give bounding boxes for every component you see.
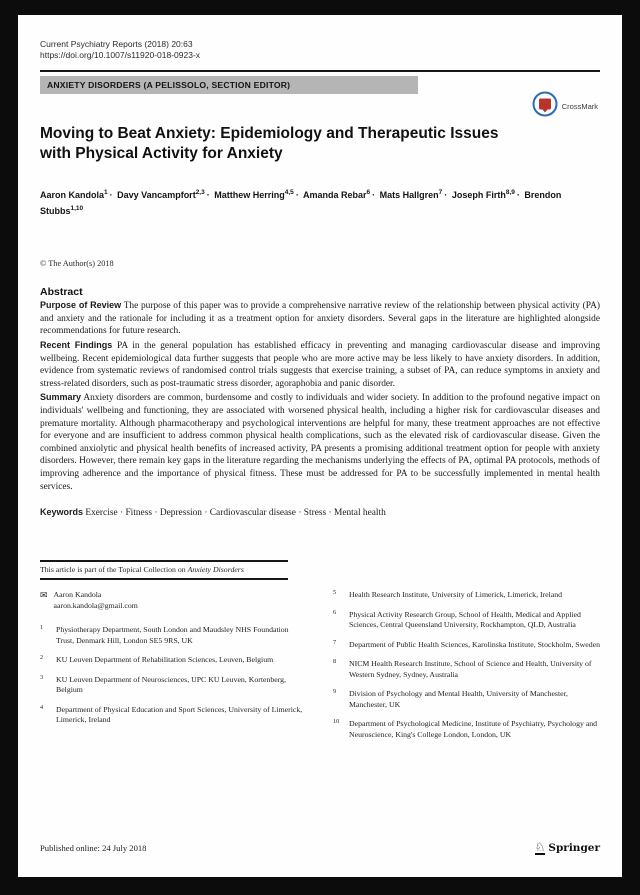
author-separator: · [206, 189, 210, 200]
affiliation-3: 3 KU Leuven Department of Neurosciences, UPC KU Leuven, Kortenberg, Belgium [40, 673, 287, 695]
keywords-label: Keywords [40, 507, 84, 518]
author-3: Amanda Rebar$^6$ [302, 188, 371, 200]
crossmark-icon [532, 91, 558, 122]
journal-citation: Current Psychiatry Reports (2018) 20:63 [40, 39, 193, 49]
topical-collection-note: This article is part of the Topical Collection on Anxiety Disorders [40, 560, 288, 580]
published-online: Published online: 24 July 2018 [40, 843, 147, 853]
affiliation-5: 5 Health Research Institute, University of Limerick, Limerick, Ireland [333, 589, 563, 600]
author-0: Aaron Kandola$^1$ [40, 188, 108, 200]
journal-header [40, 39, 600, 62]
article-title: Moving to Beat Anxiety: Epidemiology and Therapeutic Issues with Physical Activity for Anxiety [40, 124, 499, 163]
doi-link[interactable]: https://doi.org/10.1007/s11920-018-0923-x [40, 50, 201, 61]
author-separator: · [295, 189, 299, 200]
author-6: Brendon Stubbs$^{1,10}$ [40, 189, 562, 217]
correspondence-email[interactable]: aaron.kandola@gmail.com [53, 600, 138, 610]
crossmark-label: CrossMark [561, 102, 598, 111]
section-banner: ANXIETY DISORDERS (A PELISSOLO, SECTION EDITOR) [40, 76, 418, 94]
springer-logo [535, 841, 600, 855]
abstract-purpose: Purpose of Review The purpose of this paper was to provide a comprehensive narrative review of the relationship between physical activity (PA) and anxiety and the rationale for including it as a treatment option for anxiety disorders. Several gaps in the literature are highlighted alongside recommendations for future research. [40, 300, 600, 337]
abstract-summary: Summary Anxiety disorders are common, burdensome and costly to individuals and wider society. In addition to the profound negative impact on individuals' wellbeing and functioning, they are associated with worsened physical health, including a higher risk for cardiovascular diseases and premature mortality. Although pharmacotherapy and psychological interventions are helpful for many, these treatment approaches are not effective for everyone and are insufficient to address common physical health complications, such as the elevated risk of cardiovascular disease. Given the combined anxiolytic and physical health benefits of increased activity, PA presents a promising additional treatment option for people with anxiety disorders. However, there remain key gaps in the literature regarding the mechanisms underlying the effects of PA, optimal PA protocols, methods of improving adherence and the importance of physical fitness. These must be addressed for PA to be successfully implemented in mental health services. [40, 392, 600, 492]
author-1: Davy Vancampfort$^{2,3}$ [117, 188, 205, 200]
affiliation-7: 7 Department of Public Health Sciences, Karolinska Institute, Stockholm, Sweden [333, 638, 600, 649]
author-4: Mats Hallgren$^7$ [379, 188, 443, 200]
footnote-area [40, 590, 600, 749]
correspondence-text [54, 590, 138, 611]
abstract-heading: Abstract [40, 286, 83, 299]
affiliation-9: 9 Division of Psychology and Mental Health, University of Manchester, Manchester, UK [333, 688, 568, 709]
header-rule [40, 70, 600, 72]
springer-name: Springer [548, 842, 600, 854]
affiliation-6: 6 Physical Activity Research Group, School of Health, Medical and Applied Sciences, Central Queensland University, Rockhampton, QLD, Australia [333, 608, 581, 630]
topical-collection-name: Anxiety Disorders [187, 565, 244, 575]
author-separator: · [516, 189, 520, 200]
keywords-list: Exercise · Fitness · Depression · Cardiovascular disease · Stress · Mental health [85, 508, 386, 519]
author-separator: · [372, 189, 376, 200]
abstract-findings-label: Recent Findings [40, 340, 113, 350]
affiliation-4: 4 Department of Physical Education and Sport Sciences, University of Limerick, Limerick, Ireland [40, 703, 303, 725]
author-2: Matthew Herring$^{4,5}$ [214, 188, 294, 200]
correspondence-block [40, 590, 307, 611]
affiliation-2: 2 KU Leuven Department of Rehabilitation Sciences, Leuven, Belgium [40, 654, 274, 665]
author-5: Joseph Firth$^{8,9}$ [451, 188, 515, 200]
author-separator: · [109, 189, 113, 200]
envelope-icon: ✉ [40, 590, 48, 601]
keywords-line [40, 507, 600, 518]
affiliation-8: 8 NICM Health Research Institute, School of Science and Health, University of Western Sydney, Sydney, Australia [333, 658, 592, 679]
footnote-right-column [333, 590, 600, 749]
springer-knight-icon: ♘ [534, 840, 546, 854]
author-separator: · [444, 189, 448, 200]
article-page [18, 15, 622, 877]
abstract-summary-label: Summary [40, 392, 82, 403]
author-list [40, 187, 600, 219]
page-footer [40, 841, 600, 855]
correspondence-name: Aaron Kandola [53, 590, 102, 600]
abstract-findings: Recent Findings PA in the general population has established efficacy in preventing and managing cardiovascular disease and improving wellbeing. Recent epidemiological data further suggests that people who are more active may be less likely to have anxiety disorders. In addition, evidence from systematic reviews of randomised control trials suggests that exercise training, a subset of PA, can reduce symptoms in anxiety and stress-related disorders, such as post-traumatic stress disorder, agoraphobia and panic disorder. [40, 340, 601, 389]
abstract-purpose-label: Purpose of Review [40, 300, 122, 311]
affiliation-10: 10 Department of Psychological Medicine, Institute of Psychiatry, Psychology and Neuroscience, King's College London, London, UK [333, 718, 598, 739]
affiliation-1: 1 Physiotherapy Department, South London and Maudsley NHS Foundation Trust, Denmark Hill, London SE5 9RS, UK [40, 624, 289, 645]
copyright-line: © The Author(s) 2018 [40, 259, 114, 269]
crossmark-badge[interactable] [532, 91, 598, 122]
footnote-left-column [40, 590, 307, 749]
